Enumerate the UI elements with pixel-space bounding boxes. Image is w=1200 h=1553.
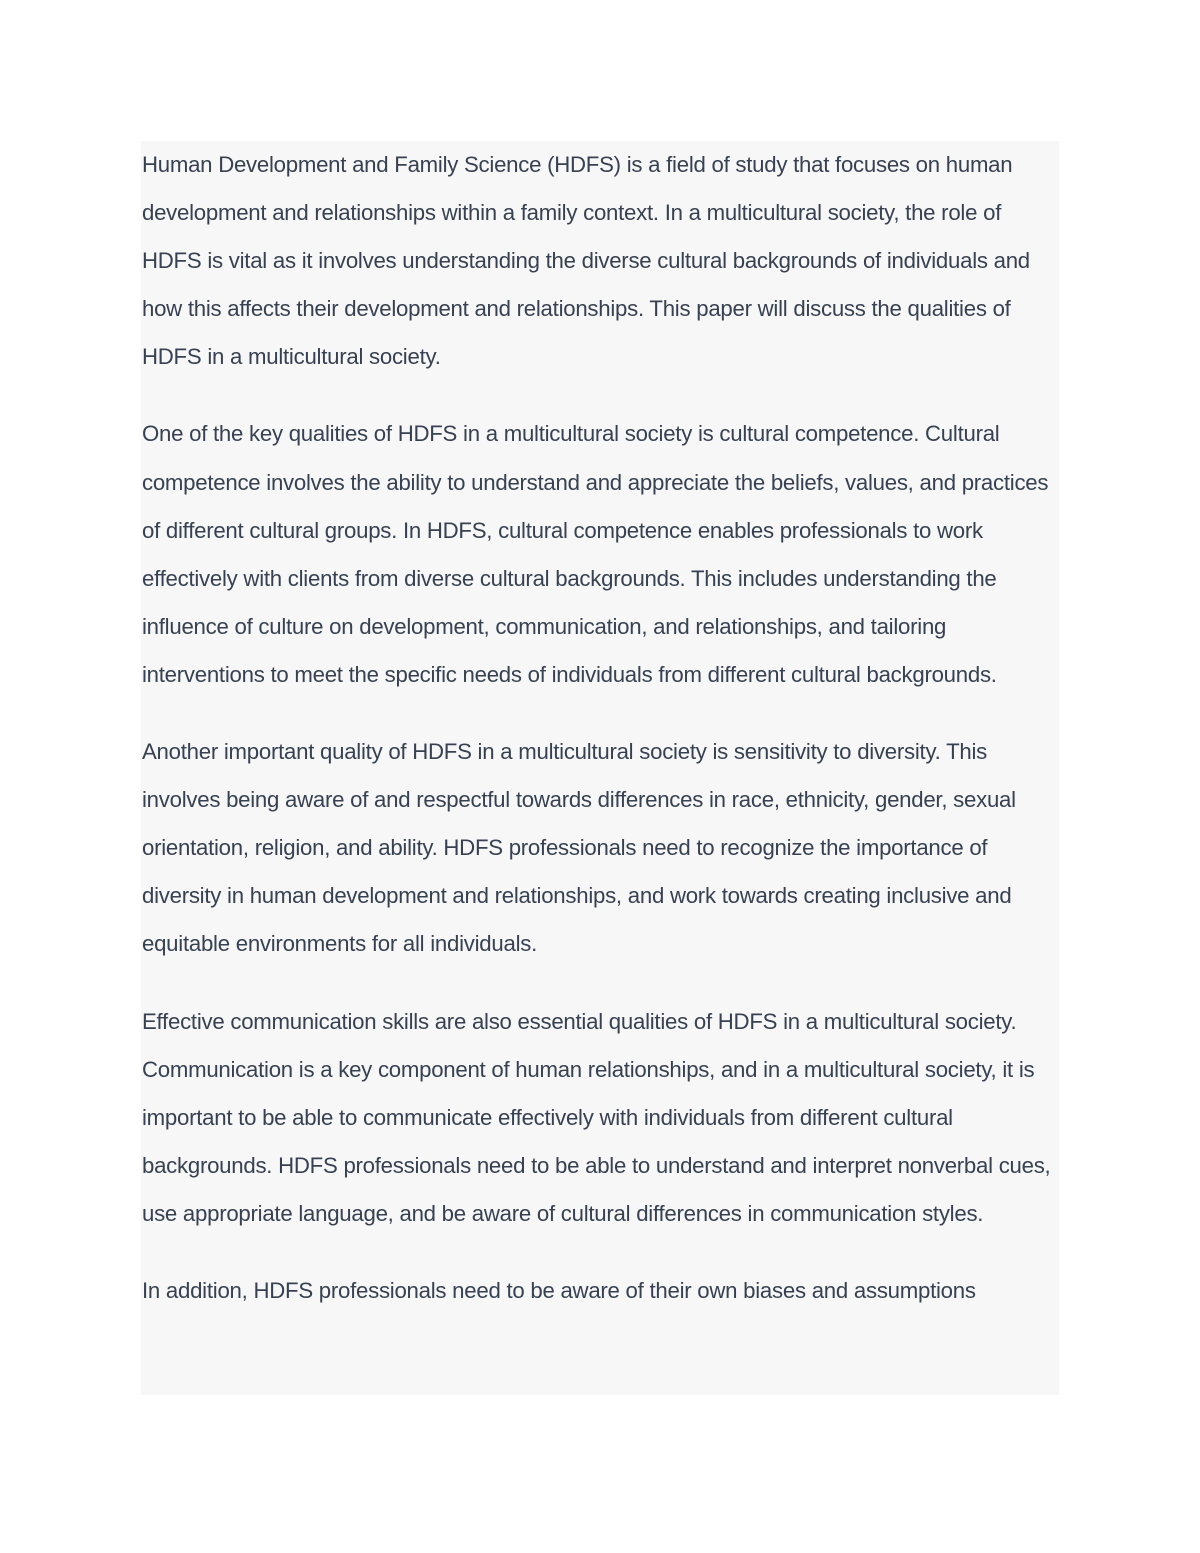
paragraph-2: One of the key qualities of HDFS in a multicultural society is cultural competence. Cultural competence involves the ability to understand and appreciate the beliefs, values, and practices of different cultural groups. In HDFS, cultural competence enables professionals to work effectively with clients from diverse cultural backgrounds. This includes understanding the influence of culture on development, communication, and relationships, and tailoring interventions to meet the specific needs of individuals from different cultural backgrounds. — [142, 421, 1049, 687]
paragraph-1: Human Development and Family Science (HDFS) is a field of study that focuses on human development and relationships within a family context. In a multicultural society, the role of HDFS is vital as it involves understanding the diverse cultural backgrounds of individuals and how this affects their development and relationships. This paper will discuss the qualities of HDFS in a multicultural society. — [142, 152, 1030, 370]
essay-text-block — [141, 141, 1059, 1395]
paragraph-4: Effective communication skills are also essential qualities of HDFS in a multicultural society. Communication is a key component of human relationships, and in a multicultural society, it is important to be able to communicate effectively with individuals from different cultural backgrounds. HDFS professionals need to be able to understand and interpret nonverbal cues, use appropriate language, and be aware of cultural differences in communication styles. — [142, 1008, 1051, 1226]
paragraph-5: In addition, HDFS professionals need to be aware of their own biases and assumptions — [142, 1277, 976, 1303]
paragraph-3: Another important quality of HDFS in a multicultural society is sensitivity to diversity. This involves being aware of and respectful towards differences in race, ethnicity, gender, sexual orientation, religion, and ability. HDFS professionals need to recognize the importance of diversity in human development and relationships, and work towards creating inclusive and equitable environments for all individuals. — [142, 739, 1016, 957]
